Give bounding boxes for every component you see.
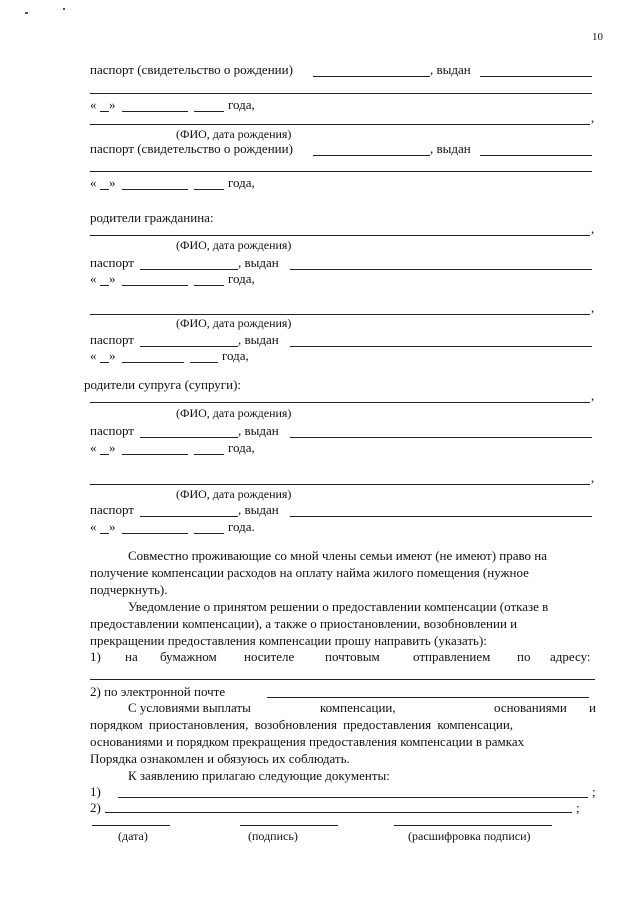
attachments-intro: К заявлению прилагаю следующие документы: (128, 768, 390, 783)
blank-line[interactable] (194, 285, 224, 286)
year-label: года, (228, 97, 255, 112)
blank-line[interactable] (122, 111, 188, 112)
passport-short-label: паспорт (90, 423, 134, 438)
blank-line[interactable] (140, 437, 238, 438)
passport-label: паспорт (свидетельство о рождении) (90, 141, 293, 156)
passport-short-label: паспорт (90, 502, 134, 517)
para1-line1: Совместно проживающие со мной члены семьи имеют (не имеют) право на (128, 548, 548, 563)
quote-close: » (109, 440, 116, 455)
para3-line2: порядком приостановления, возобновления предоставления компенсации, (90, 717, 514, 732)
blank-line[interactable] (90, 124, 590, 125)
address-line[interactable] (90, 679, 595, 680)
year-label: года. (228, 519, 255, 534)
quote-open: « (90, 97, 97, 112)
blank-line[interactable] (480, 76, 592, 77)
semicolon: ; (592, 784, 596, 799)
blank-line[interactable] (290, 516, 592, 517)
blank-line[interactable] (90, 402, 590, 403)
quote-close: » (109, 519, 116, 534)
quote-open: « (90, 440, 97, 455)
blank-line[interactable] (90, 484, 590, 485)
fio-dob-caption: (ФИО, дата рождения) (176, 127, 292, 141)
blank-line[interactable] (100, 454, 109, 455)
blank-line[interactable] (194, 533, 224, 534)
blank-line[interactable] (190, 362, 218, 363)
option1-number: 1) (90, 649, 101, 664)
blank-line[interactable] (122, 454, 188, 455)
blank-line[interactable] (122, 362, 184, 363)
para2-line2: предоставлении компенсации), а также о приостановлении, возобновлении и (90, 616, 518, 631)
fio-dob-caption: (ФИО, дата рождения) (176, 487, 292, 501)
blank-line[interactable] (100, 189, 109, 190)
passport-short-label: паспорт (90, 255, 134, 270)
blank-line[interactable] (122, 533, 188, 534)
blank-line[interactable] (480, 155, 592, 156)
para3-line4: Порядка ознакомлен и обязуюсь их соблюдать. (90, 751, 350, 766)
parents-citizen-heading: родители гражданина: (90, 210, 214, 225)
quote-close: » (109, 348, 116, 363)
option1-word: по (517, 649, 531, 664)
passport-label: паспорт (свидетельство о рождении) (90, 62, 293, 77)
issued-label: , выдан (238, 255, 279, 270)
quote-open: « (90, 519, 97, 534)
decoding-caption: (расшифровка подписи) (408, 829, 531, 843)
page-number: 10 (592, 31, 603, 43)
fio-dob-caption: (ФИО, дата рождения) (176, 238, 292, 252)
year-label: года, (228, 440, 255, 455)
para3-line3: основаниями и порядком прекращения предоставления компенсации в рамках (90, 734, 525, 749)
year-label: года, (222, 348, 249, 363)
blank-line[interactable] (290, 437, 592, 438)
issued-label: , выдан (430, 62, 471, 77)
blank-line[interactable] (100, 533, 109, 534)
blank-line[interactable] (100, 111, 109, 112)
decoding-line[interactable] (394, 825, 552, 826)
option1-word: почтовым (325, 649, 380, 664)
para2-line1: Уведомление о принятом решении о предоставлении компенсации (отказе в (128, 599, 549, 614)
para1-line2: получение компенсации расходов на оплату найма жилого помещения (нужное (90, 565, 529, 580)
blank-line[interactable] (313, 155, 430, 156)
issued-label: , выдан (238, 332, 279, 347)
blank-line[interactable] (140, 269, 238, 270)
blank-line[interactable] (90, 93, 592, 94)
comma: , (591, 388, 595, 403)
blank-line[interactable] (122, 189, 188, 190)
para3-line1-word: основаниями (494, 700, 567, 715)
quote-open: « (90, 175, 97, 190)
attach2-number: 2) (90, 800, 101, 815)
option1-word: отправлением (413, 649, 491, 664)
quote-close: » (109, 271, 116, 286)
blank-line[interactable] (90, 171, 592, 172)
blank-line[interactable] (140, 346, 238, 347)
date-caption: (дата) (118, 829, 148, 843)
attachment-line[interactable] (105, 812, 572, 813)
blank-line[interactable] (313, 76, 430, 77)
para3-line1-word: компенсации, (320, 700, 396, 715)
blank-line[interactable] (100, 362, 109, 363)
quote-close: » (109, 97, 116, 112)
blank-line[interactable] (194, 189, 224, 190)
option1-word: на (125, 649, 138, 664)
signature-caption: (подпись) (248, 829, 298, 843)
blank-line[interactable] (90, 314, 590, 315)
blank-line[interactable] (90, 235, 590, 236)
fio-dob-caption: (ФИО, дата рождения) (176, 316, 292, 330)
blank-line[interactable] (194, 454, 224, 455)
signature-line[interactable] (240, 825, 338, 826)
blank-line[interactable] (194, 111, 224, 112)
quote-open: « (90, 271, 97, 286)
comma: , (591, 221, 595, 236)
issued-label: , выдан (238, 502, 279, 517)
para3-line1: С условиями выплаты (128, 700, 251, 715)
scan-mark (63, 8, 65, 10)
attach1-number: 1) (90, 784, 101, 799)
option1-word: бумажном (160, 649, 217, 664)
blank-line[interactable] (100, 285, 109, 286)
blank-line[interactable] (290, 346, 592, 347)
option2-label: 2) по электронной почте (90, 684, 226, 699)
para1-line3: подчеркнуть). (90, 582, 168, 597)
issued-label: , выдан (430, 141, 471, 156)
blank-line[interactable] (290, 269, 592, 270)
attachment-line[interactable] (118, 797, 588, 798)
parents-spouse-heading: родители супруга (супруги): (84, 377, 242, 392)
para2-line3: прекращении предоставления компенсации прошу направить (указать): (90, 633, 487, 648)
quote-close: » (109, 175, 116, 190)
option1-word: носителе (244, 649, 295, 664)
blank-line[interactable] (122, 285, 188, 286)
quote-open: « (90, 348, 97, 363)
para3-line1-word: и (589, 700, 596, 715)
fio-dob-caption: (ФИО, дата рождения) (176, 406, 292, 420)
option1-word: адресу: (550, 649, 591, 664)
passport-short-label: паспорт (90, 332, 134, 347)
blank-line[interactable] (140, 516, 238, 517)
comma: , (591, 110, 595, 125)
email-line[interactable] (267, 697, 589, 698)
date-line[interactable] (92, 825, 170, 826)
comma: , (591, 470, 595, 485)
year-label: года, (228, 175, 255, 190)
scan-mark (25, 12, 28, 14)
issued-label: , выдан (238, 423, 279, 438)
semicolon: ; (576, 800, 580, 815)
year-label: года, (228, 271, 255, 286)
comma: , (591, 300, 595, 315)
